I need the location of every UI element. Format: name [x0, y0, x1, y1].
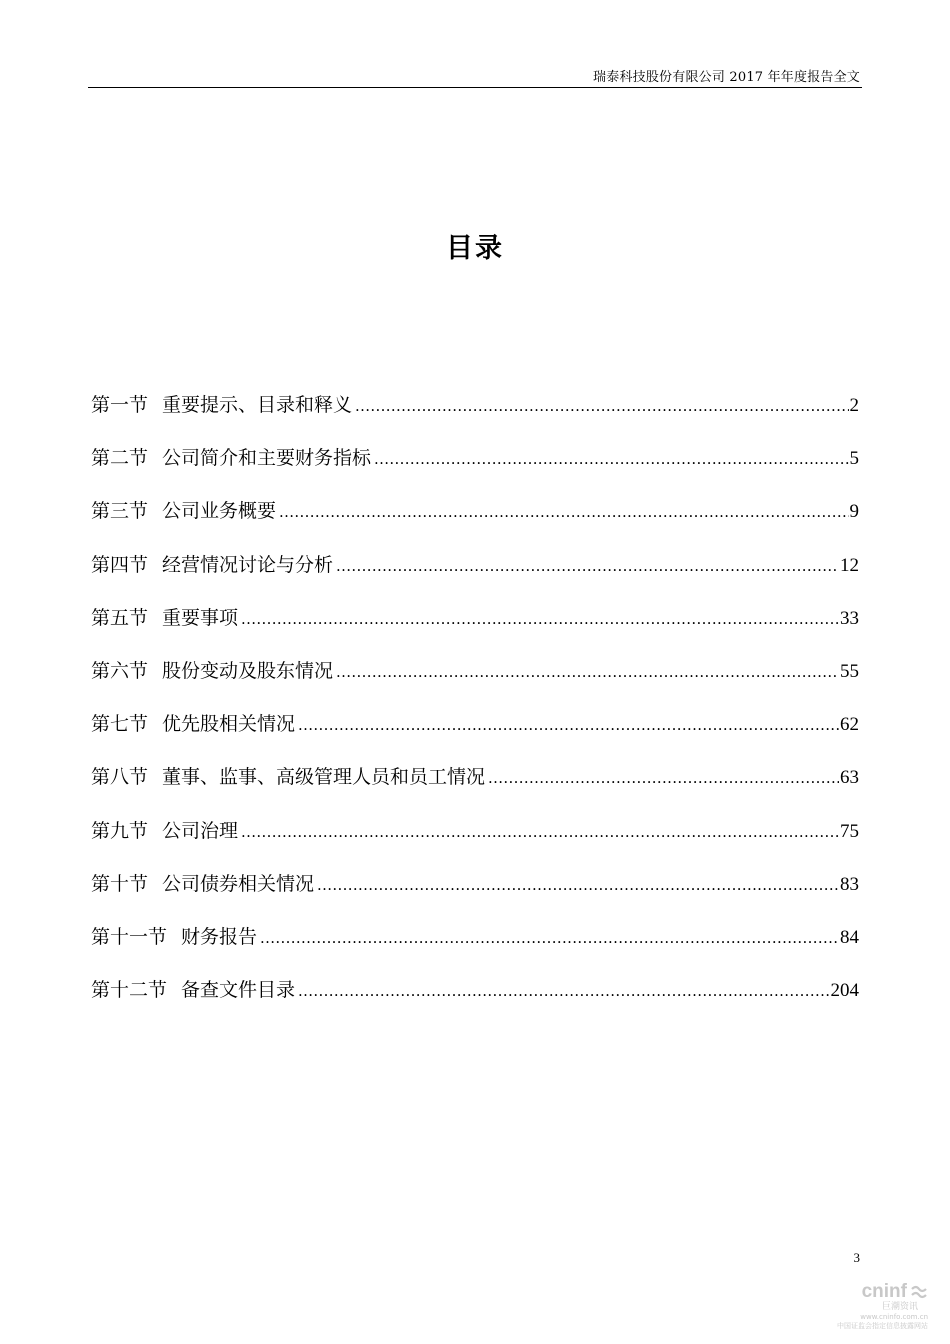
toc-page-number: 84 [840, 926, 859, 948]
toc-dot-leader [260, 929, 839, 947]
table-of-contents [91, 390, 859, 1028]
toc-section-label: 第二节 [91, 447, 149, 470]
toc-section-title: 公司债券相关情况 [162, 872, 315, 895]
toc-section-label: 第三节 [91, 500, 149, 523]
toc-dot-leader [298, 982, 829, 1000]
toc-page-number: 83 [840, 873, 859, 895]
toc-entry-10[interactable] [91, 869, 859, 922]
header-divider [88, 87, 862, 88]
toc-section-title: 重要提示、目录和释义 [162, 394, 353, 416]
toc-dot-leader [374, 450, 848, 468]
watermark-org: 中国证监会指定信息披露网站 [837, 1322, 928, 1330]
toc-section-title: 优先股相关情况 [162, 713, 296, 736]
toc-section-label: 第四节 [91, 553, 149, 576]
toc-section-label: 第五节 [91, 606, 149, 629]
toc-page-number: 55 [840, 660, 859, 682]
toc-section-title: 财务报告 [181, 925, 258, 948]
toc-section-title: 公司业务概要 [162, 500, 277, 523]
toc-page-number: 12 [840, 554, 859, 576]
cninfo-watermark [818, 1282, 928, 1338]
toc-section-title: 备查文件目录 [181, 979, 296, 1002]
toc-section-label: 第十二节 [91, 979, 168, 1002]
toc-section-label: 第七节 [91, 713, 149, 736]
toc-page-number: 75 [840, 820, 859, 842]
toc-entry-6[interactable] [91, 656, 859, 709]
toc-section-label: 第九节 [91, 819, 149, 842]
toc-entry-7[interactable] [91, 709, 859, 762]
toc-section-title: 公司简介和主要财务指标 [162, 447, 372, 470]
toc-page-number: 33 [840, 607, 859, 629]
toc-section-label: 第十节 [91, 872, 149, 895]
watermark-name: 巨潮资讯 [881, 1302, 918, 1312]
toc-section-label: 第六节 [91, 659, 149, 682]
watermark-logo-text: cninf [861, 1281, 907, 1302]
toc-section-label: 第一节 [91, 394, 149, 416]
toc-page-number: 63 [840, 767, 859, 789]
toc-entry-5[interactable] [91, 603, 859, 656]
toc-page-number: 9 [849, 501, 859, 523]
toc-entry-8[interactable] [91, 762, 859, 815]
toc-entry-9[interactable] [91, 816, 859, 869]
toc-entry-4[interactable] [91, 550, 859, 603]
toc-dot-leader [336, 557, 839, 575]
toc-section-label: 第十一节 [91, 925, 168, 948]
toc-page-number: 5 [849, 448, 859, 470]
toc-entry-1[interactable] [91, 390, 859, 443]
toc-dot-leader [317, 876, 839, 894]
toc-page-number: 204 [830, 980, 859, 1002]
toc-dot-leader [279, 503, 848, 521]
toc-entry-3[interactable] [91, 496, 859, 549]
toc-dot-leader [488, 769, 839, 787]
running-header: 瑞泰科技股份有限公司 2017 年年度报告全文 [593, 70, 860, 85]
toc-section-title: 股份变动及股东情况 [162, 659, 334, 682]
toc-dot-leader [355, 397, 848, 415]
toc-page-number: 2 [849, 395, 859, 416]
toc-entry-12[interactable] [91, 975, 859, 1028]
toc-section-label: 第八节 [91, 766, 149, 789]
toc-section-title: 经营情况讨论与分析 [162, 553, 334, 576]
toc-section-title: 董事、监事、高级管理人员和员工情况 [162, 766, 486, 789]
watermark-logo [818, 1282, 928, 1302]
toc-entry-2[interactable] [91, 443, 859, 496]
toc-section-title: 重要事项 [162, 606, 239, 629]
toc-dot-leader [241, 610, 839, 628]
toc-dot-leader [241, 823, 839, 841]
toc-title: 目录 [446, 233, 504, 264]
page-number: 3 [853, 1250, 860, 1265]
toc-section-title: 公司治理 [162, 819, 239, 842]
watermark-url: www.cninfo.com.cn [860, 1313, 928, 1321]
toc-dot-leader [298, 716, 839, 734]
toc-entry-11[interactable] [91, 922, 859, 975]
toc-page-number: 62 [840, 714, 859, 736]
wave-icon [910, 1284, 928, 1300]
toc-dot-leader [336, 663, 839, 681]
